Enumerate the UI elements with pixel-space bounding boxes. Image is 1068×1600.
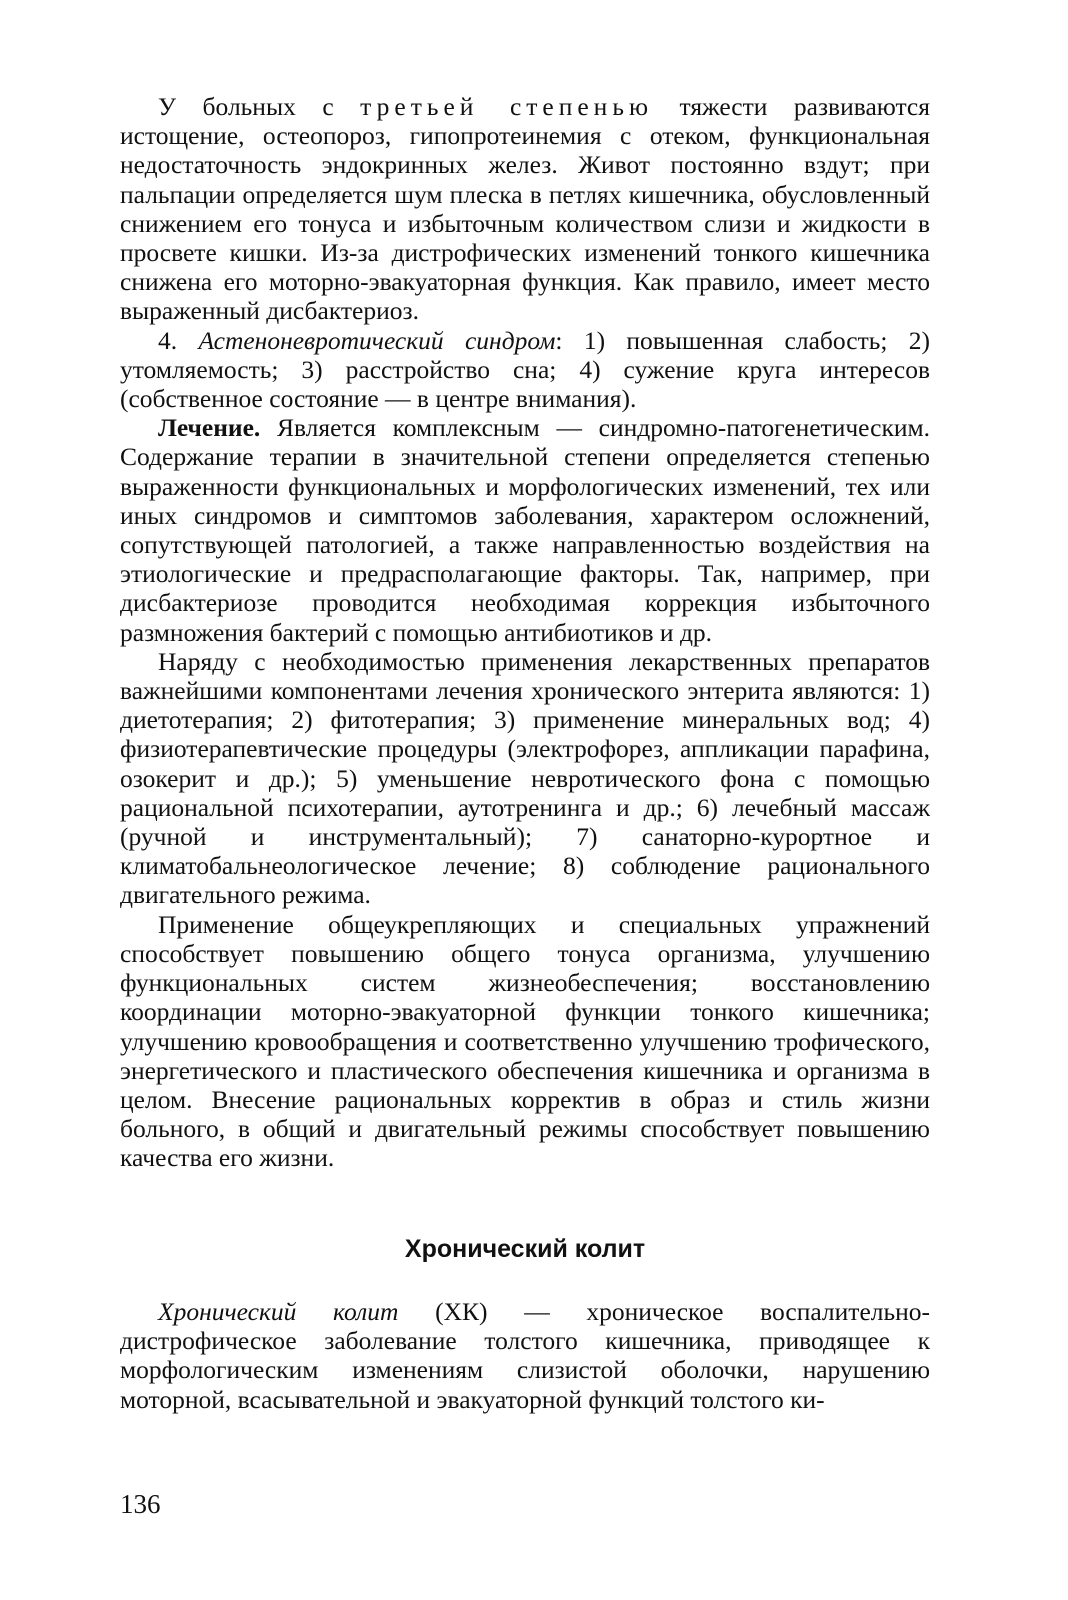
paragraph-colitis-definition	[120, 1297, 930, 1414]
paragraph-lead: У больных с	[158, 92, 361, 121]
paragraph-body: (ХК) — хроническое воспалительно-дистрофическое заболевание толстого кишечника, приводящее к морфологическим изменениям слизистой оболочки, нарушению моторной, всасывательной и эвакуаторной функций толстого ки-	[120, 1297, 931, 1414]
paragraph-therapy-components: Наряду с необходимостью применения лекарственных препаратов важнейшими компонентами лечения хронического энтерита являются: 1) диетотерапия; 2) фитотерапия; 3) применение минеральных вод; 4) физиотерапевтические процедуры (электрофорез, аппликации парафина, озокерит и др.); 5) уменьшение невротического фона с помощью рациональной психотерапии, аутотренинга и др.; 6) лечебный массаж (ручной и инструментальный); 7) санаторно-курортное и климатобальнеологическое лечение; 8) соблюдение рационального двигательного режима.	[120, 646, 930, 910]
section-text	[120, 1297, 930, 1414]
list-number: 4.	[158, 325, 199, 355]
spaced-emphasis: третьей степенью	[360, 92, 654, 121]
italic-term: Хронический колит	[158, 1297, 399, 1326]
section-heading: Хронический колит	[404, 1235, 646, 1263]
paragraph-body: тяжести развиваются истощение, остеопороз, гипопротеинемия с отеком, функциональная недостаточность эндокринных желез. Живот постоянно вздут; при пальпации определяется шум плеска в петлях кишечника, обусловленный снижением его тонуса и избыточным количеством слизи и жидкости в просвете кишки. Из-за дистрофических изменений тонкого кишечника снижена его моторно-эвакуаторная функция. Как правило, имеет место выраженный дисбактериоз.	[120, 92, 930, 326]
paragraph-body: : 1) повышенная слабость; 2) утомляемость; 3) расстройство сна; 4) сужение круга интересов (собственное состояние — в центре внимания).	[120, 325, 930, 414]
page-number: 136	[120, 1489, 161, 1519]
paragraph-body: Является комплексным — синдромно-патогенетическим. Содержание терапии в значительной степени определяется степенью выраженности функциональных и морфологических изменений, тех или иных синдромов и симптомов заболевания, характером осложнений, сопутствующей патологией, а также направленностью воздействия на этиологические и предрасполагающие факторы. Так, например, при дисбактериозе проводится необходимая коррекция избыточного размножения бактерий с помощью антибиотиков и др.	[120, 413, 930, 647]
paragraph-third-degree	[120, 92, 930, 326]
paragraph-treatment	[120, 413, 930, 647]
bold-term: Лечение.	[158, 413, 261, 443]
paragraph-asthenoneurotic-syndrome	[120, 326, 930, 414]
italic-term: Астеноневротический синдром	[198, 325, 556, 355]
main-text	[120, 92, 930, 1173]
paragraph-exercises: Применение общеукрепляющих и специальных упражнений способствует повышению общего тонуса организма, улучшению функциональных систем жизнеобеспечения; восстановлению координации моторно-эвакуаторной функции тонкого кишечника; улучшению кровообращения и соответственно улучшению трофического, энергетического и пластического обеспечения кишечника и организма в целом. Внесение рациональных корректив в образ и стиль жизни больного, в общий и двигательный режимы способствует повышению качества его жизни.	[120, 909, 930, 1173]
